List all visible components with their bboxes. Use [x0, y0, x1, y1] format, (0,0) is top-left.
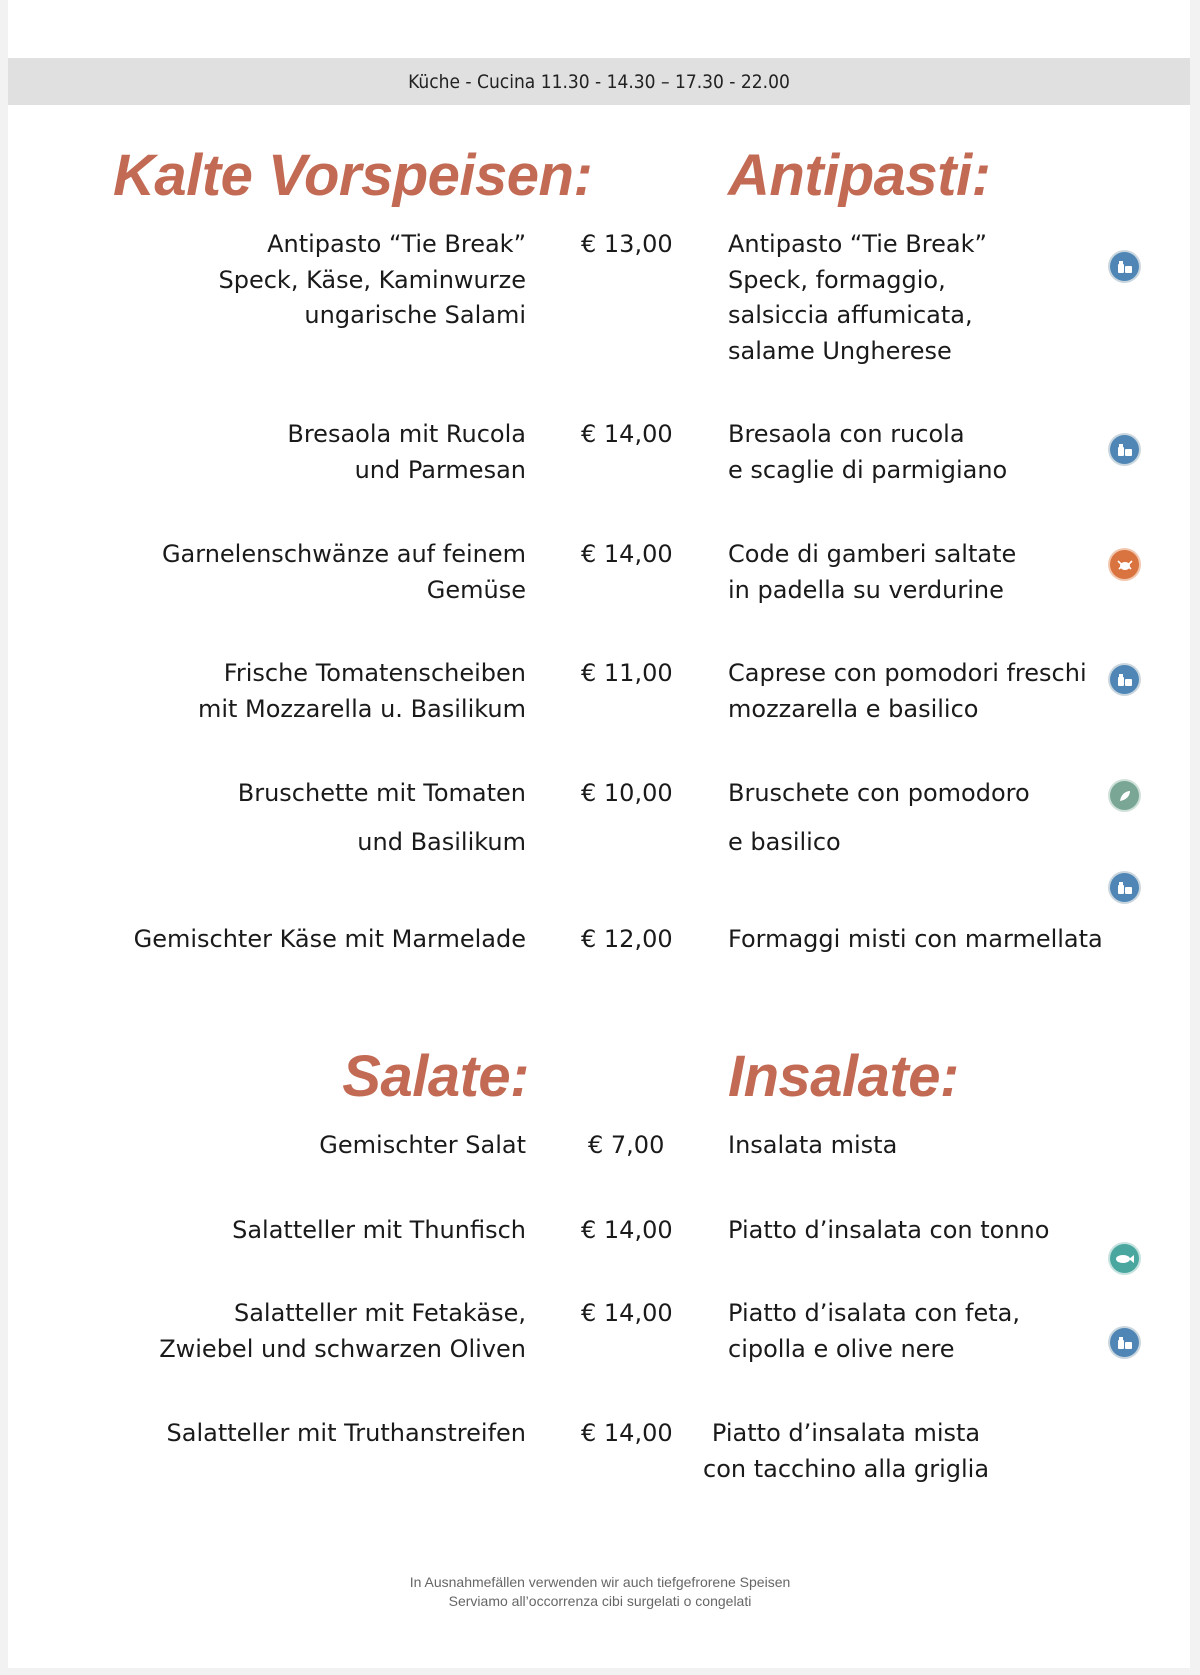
menu-item-price: € 14,00: [581, 420, 673, 448]
menu-item-price: € 12,00: [581, 925, 673, 953]
menu-item-it-line2: e basilico: [728, 828, 841, 856]
menu-item-de: Frische Tomatenscheiben mit Mozzarella u. Basilikum: [197, 659, 526, 723]
kitchen-hours-bar: [8, 58, 1190, 105]
vegetarian-leaf-icon: [1110, 781, 1139, 810]
section-title-it: Antipasti:: [728, 143, 991, 208]
menu-item-price: € 14,00: [581, 1299, 673, 1327]
menu-item-de: Bruschette mit Tomaten: [237, 779, 526, 807]
menu-item-price: € 14,00: [581, 540, 673, 568]
menu-item-de: Bresaola mit Rucola und Parmesan: [287, 420, 526, 484]
frozen-food-note-de: In Ausnahmefällen verwenden wir auch tiefgefrorene Speisen: [409, 1574, 791, 1590]
fish-icon: [1110, 1244, 1139, 1273]
menu-item-de: Gemischter Käse mit Marmelade: [133, 925, 526, 953]
section-title-de: Salate:: [342, 1044, 529, 1109]
kitchen-hours: Küche - Cucina 11.30 - 14.30 – 17.30 - 22.00: [408, 70, 790, 93]
menu-item-price: € 11,00: [581, 659, 673, 687]
shellfish-icon: [1110, 550, 1139, 579]
menu-item-it: Bresaola con rucola e scaglie di parmigiano: [728, 420, 1008, 484]
menu-item-price: € 14,00: [581, 1419, 673, 1447]
menu-item-price: € 7,00: [588, 1131, 665, 1159]
menu-item-de: Antipasto “Tie Break” Speck, Käse, Kaminwurze ungarische Salami: [218, 230, 526, 329]
menu-item-it: Piatto d’isalata con feta, cipolla e olive nere: [728, 1299, 1020, 1363]
menu-item-de: Salatteller mit Thunfisch: [232, 1216, 526, 1244]
menu-item-it: Piatto d’insalata con tonno: [728, 1216, 1050, 1244]
menu-item-de: Salatteller mit Truthanstreifen: [166, 1419, 526, 1447]
menu-item-it: Bruschete con pomodoro: [728, 779, 1030, 807]
menu-item-it: Caprese con pomodori freschi mozzarella e basilico: [728, 659, 1087, 723]
menu-item-it: Code di gamberi saltate in padella su verdurine: [728, 540, 1017, 604]
cheese-icon: [1110, 665, 1139, 694]
cheese-icon: [1110, 435, 1139, 464]
menu-item-price: € 14,00: [581, 1216, 673, 1244]
menu-item-de-line2: und Basilikum: [357, 828, 526, 856]
cheese-icon: [1110, 873, 1139, 902]
menu-item-price: € 13,00: [581, 230, 673, 258]
menu-item-de: Gemischter Salat: [319, 1131, 526, 1159]
section-title-it: Insalate:: [728, 1044, 959, 1109]
menu-item-it: Piatto d’insalata mista con tacchino alla griglia: [703, 1419, 990, 1483]
frozen-food-note-it: Serviamo all’occorrenza cibi surgelati o congelati: [448, 1593, 752, 1609]
cheese-icon: [1110, 1328, 1139, 1357]
menu-item-it: Insalata mista: [728, 1131, 898, 1159]
section-title-de: Kalte Vorspeisen:: [113, 143, 593, 208]
cheese-icon: [1110, 252, 1139, 281]
menu-item-de: Garnelenschwänze auf feinem Gemüse: [161, 540, 526, 604]
menu-item-it: Formaggi misti con marmellata: [728, 925, 1103, 953]
menu-item-de: Salatteller mit Fetakäse, Zwiebel und schwarzen Oliven: [159, 1299, 526, 1363]
menu-item-price: € 10,00: [581, 779, 673, 807]
menu-item-it: Antipasto “Tie Break” Speck, formaggio, salsiccia affumicata, salame Ungherese: [728, 230, 987, 365]
